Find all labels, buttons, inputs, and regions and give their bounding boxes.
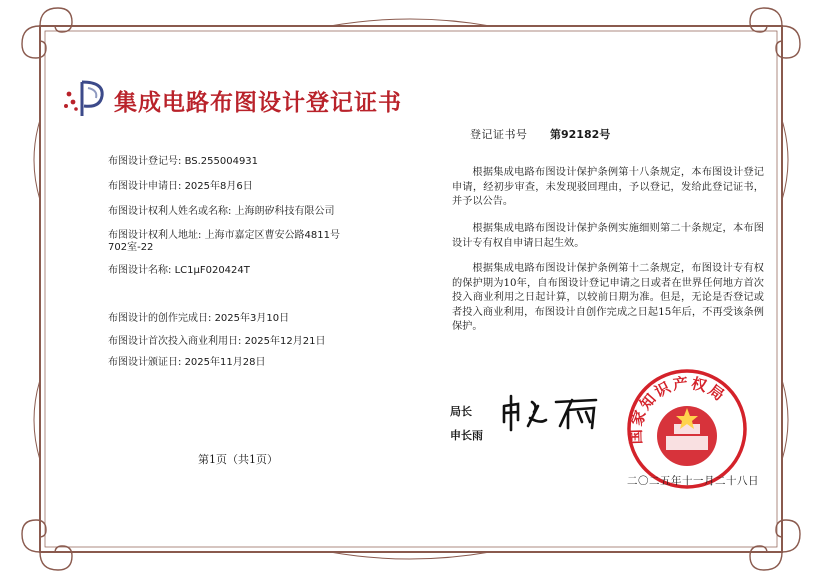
signer-name: 申长雨 [450,429,483,442]
field-label: 布图设计申请日: [108,181,182,192]
field-created [108,313,289,325]
ic-logo-icon [62,76,106,118]
field-label: 布图设计权利人地址: [108,230,202,241]
field-value: 上海市嘉定区曹安公路4811号702室-22 [108,230,341,253]
field-value: 2025年12月21日 [244,336,326,347]
field-apply-date [108,181,253,193]
field-label: 布图设计首次投入商业利用日: [108,336,242,347]
issue-date: 二〇二五年十一月二十八日 [627,475,759,487]
certificate-number [470,126,611,142]
field-design-name [108,265,250,277]
field-label: 布图设计名称: [108,265,172,276]
field-reg-no [108,156,258,168]
field-label: 布图设计权利人姓名或名称: [108,206,232,217]
field-address [108,230,358,254]
seal-text: 国家知识产权局 [626,373,730,445]
certificate-number-label: 登记证书号 [470,128,528,141]
paragraph-3: 根据集成电路布图设计保护条例第十二条规定，布图设计专有权的保护期为10年，自布图设计登记申请之日或者在世界任何地方首次投入商业利用之日起计算，以较前日期为准。但是，无论是否登记或者投入商业利用，布图设计自创作完成之日起15年后，不再受该条例保护。 [452,263,764,333]
field-label: 布图设计颁证日: [108,357,182,368]
field-value: 2025年8月6日 [184,181,253,192]
signature-mark [498,392,608,432]
title-row [62,76,422,118]
field-value: 2025年11月28日 [184,357,266,368]
field-value: BS.255004931 [184,156,259,167]
field-label: 布图设计的创作完成日: [108,313,212,324]
page-number: 第1页（共1页） [198,453,278,466]
signer-title: 局长 [450,405,472,418]
field-value: LC1μF020424T [174,265,250,276]
page-title: 集成电路布图设计登记证书 [114,90,402,116]
certificate-number-value: 第92182号 [550,128,611,141]
paragraph-1: 根据集成电路布图设计保护条例第十八条规定，本布图设计登记申请，经初步审查，未发现驳回理由，予以登记，发给此登记证书，并予以公告。 [452,167,764,208]
field-owner [108,206,358,218]
field-first-use [108,336,325,348]
field-label: 布图设计登记号: [108,156,182,167]
field-issued [108,357,265,369]
field-value: 上海朗矽科技有限公司 [234,206,335,217]
paragraph-2: 根据集成电路布图设计保护条例实施细则第二十条规定，本布图设计专有权自申请日起生效。 [452,223,764,249]
field-value: 2025年3月10日 [214,313,290,324]
